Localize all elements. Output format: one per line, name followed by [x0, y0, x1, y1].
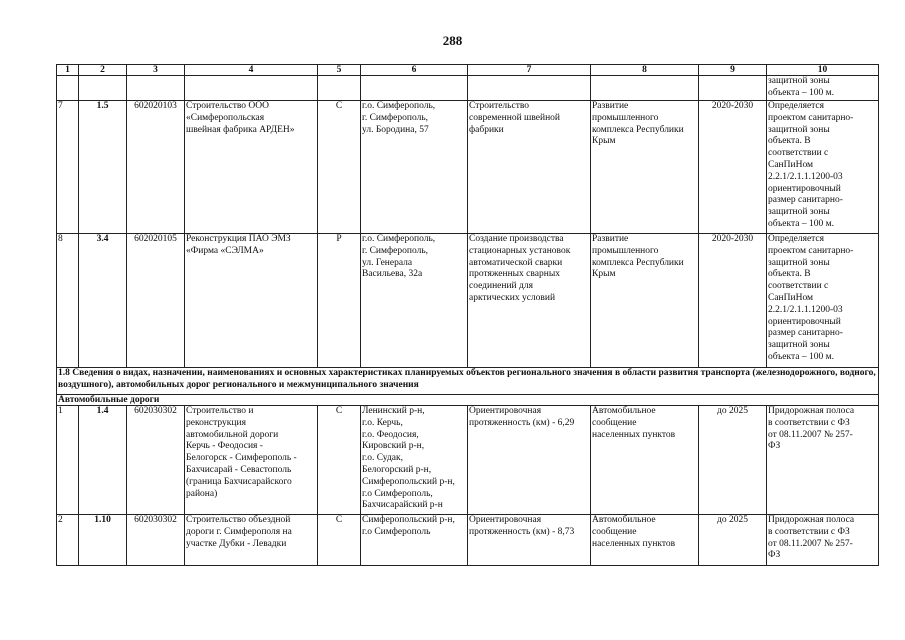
zone-cell: защитной зоны объекта – 100 м.: [767, 76, 879, 101]
column-number: 7: [468, 65, 591, 76]
location-cell: г.о. Симферополь, г. Симферополь, ул. Генерала Васильева, 32а: [361, 234, 468, 368]
purpose-cell: Развитие промышленного комплекса Республики Крым: [591, 234, 699, 368]
characteristics-cell: Строительство современной швейной фабрики: [468, 101, 591, 234]
id-cell: 602020105: [127, 234, 185, 368]
planned-objects-table: [56, 64, 879, 566]
column-number: 2: [79, 65, 127, 76]
row-number-cell: 2: [57, 515, 79, 566]
table-row: [57, 406, 879, 515]
column-number: 1: [57, 65, 79, 76]
name-cell: Строительство и реконструкция автомобильной дороги Керчь - Феодосия - Белогорск - Симферополь - Бахчисарай - Севастополь (граница Бахчисарайского района): [185, 406, 318, 515]
column-number: 3: [127, 65, 185, 76]
location-cell: Ленинский р-н, г.о. Керчь, г.о. Феодосия, Кировский р-н, г.о. Судак, Белогорский р-н, Симферопольский р-н, г.о Симферополь, Бахчисарайский р-н: [361, 406, 468, 515]
purpose-cell: Развитие промышленного комплекса Республики Крым: [591, 101, 699, 234]
code-cell: 1.5: [79, 101, 127, 234]
characteristics-cell: Ориентировочная протяженность (км) - 6,29: [468, 406, 591, 515]
section-heading: 1.8 Сведения о видах, назначении, наименованиях и основных характеристиках планируемых объектов регионального значения в области развития транспорта (железнодорожного, водного, воздушного), автомобильных дорог регионального и межмуниципального значения: [57, 368, 879, 395]
column-number: 10: [767, 65, 879, 76]
page-number: 288: [442, 33, 463, 48]
row-number-cell: 8: [57, 234, 79, 368]
id-cell: 602030302: [127, 515, 185, 566]
row-number-cell: 1: [57, 406, 79, 515]
zone-cell: Придорожная полоса в соответствии с ФЗ от 08.11.2007 № 257- ФЗ: [767, 406, 879, 515]
characteristics-cell: Ориентировочная протяженность (км) - 8,73: [468, 515, 591, 566]
type-cell: Р: [318, 234, 361, 368]
column-number: 5: [318, 65, 361, 76]
zone-cell: Определяется проектом санитарно- защитной зоны объекта. В соответствии с СанПиНом 2.2.1/2.1.1.1200-03 ориентировочный размер санитарно- защитной зоны объекта – 100 м.: [767, 234, 879, 368]
type-cell: С: [318, 515, 361, 566]
table-row: [57, 101, 879, 234]
type-cell: С: [318, 406, 361, 515]
location-cell: г.о. Симферополь, г. Симферополь, ул. Бородина, 57: [361, 101, 468, 234]
column-number-row: [57, 65, 879, 76]
name-cell: Строительство объездной дороги г. Симферополя на участке Дубки - Левадки: [185, 515, 318, 566]
column-number: 8: [591, 65, 699, 76]
code-cell: 3.4: [79, 234, 127, 368]
period-cell: до 2025: [699, 406, 767, 515]
purpose-cell: Автомобильное сообщение населенных пунктов: [591, 406, 699, 515]
table-row-continuation: [57, 76, 879, 101]
purpose-cell: Автомобильное сообщение населенных пунктов: [591, 515, 699, 566]
period-cell: до 2025: [699, 515, 767, 566]
type-cell: С: [318, 101, 361, 234]
id-cell: 602020103: [127, 101, 185, 234]
table-row: [57, 234, 879, 368]
column-number: 9: [699, 65, 767, 76]
code-cell: 1.4: [79, 406, 127, 515]
id-cell: 602030302: [127, 406, 185, 515]
zone-cell: Определяется проектом санитарно- защитной зоны объекта. В соответствии с СанПиНом 2.2.1/2.1.1.1200-03 ориентировочный размер санитарно- защитной зоны объекта – 100 м.: [767, 101, 879, 234]
location-cell: Симферопольский р-н, г.о Симферополь: [361, 515, 468, 566]
table-row: [57, 515, 879, 566]
row-number-cell: 7: [57, 101, 79, 234]
subsection-heading: Автомобильные дороги: [57, 395, 879, 406]
name-cell: Реконструкция ПАО ЭМЗ «Фирма «СЭЛМА»: [185, 234, 318, 368]
column-number: 6: [361, 65, 468, 76]
code-cell: 1.10: [79, 515, 127, 566]
period-cell: 2020-2030: [699, 101, 767, 234]
subsection-heading-row: [57, 395, 879, 406]
column-number: 4: [185, 65, 318, 76]
period-cell: 2020-2030: [699, 234, 767, 368]
characteristics-cell: Создание производства стационарных установок автоматической сварки протяженных сварных соединений для арктических условий: [468, 234, 591, 368]
zone-cell: Придорожная полоса в соответствии с ФЗ от 08.11.2007 № 257- ФЗ: [767, 515, 879, 566]
section-heading-row: [57, 368, 879, 395]
name-cell: Строительство ООО «Симферопольская швейная фабрика АРДЕН»: [185, 101, 318, 234]
